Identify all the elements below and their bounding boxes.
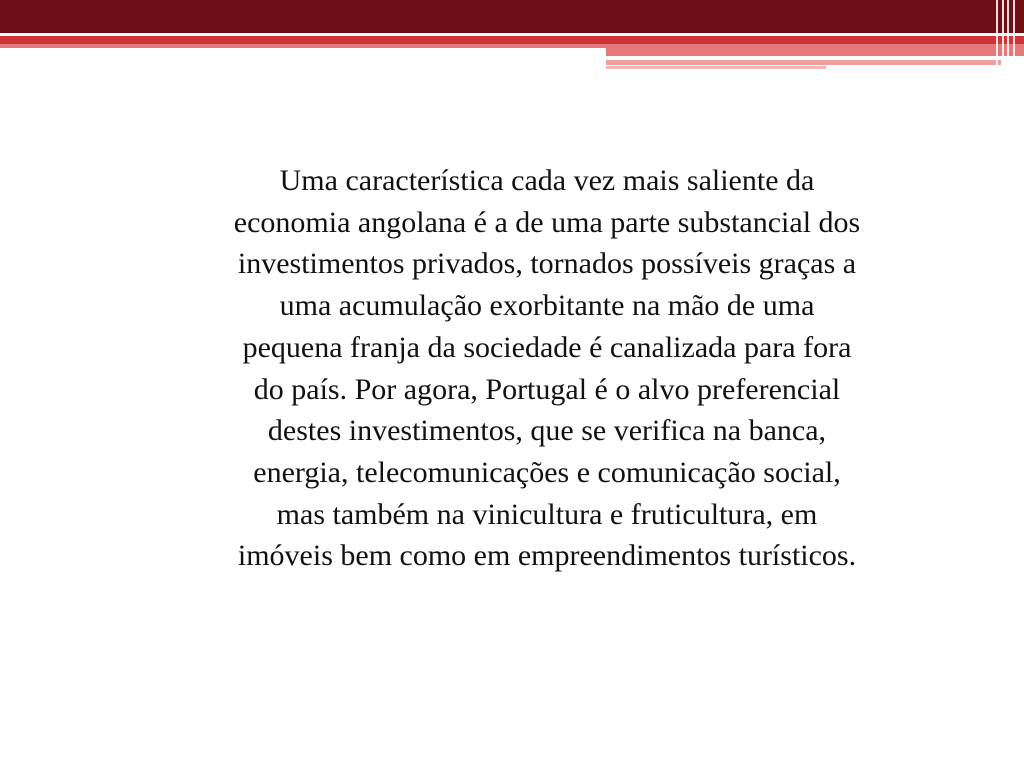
header-band-right-middle [606,60,1001,65]
header-band-right-lower [606,66,826,69]
vertical-line [1007,0,1009,72]
slide-body-text: Uma característica cada vez mais saliente da economia angolana é a de uma parte substancial dos investimentos privados, tornados possíveis graças a uma acumulação exorbitante na mão de uma pequena franja da sociedade é canalizada para fora do país. Por agora, Portugal é o alvo preferencial destes investimentos, que se verifica na banca, energia, telecomunicações e comunicação social, mas também na vinicultura e fruticultura, em imóveis bem como em empreendimentos turísticos. [233,164,861,573]
header-band-right-upper [606,48,1024,56]
header-band-red [0,36,1024,44]
vertical-line [996,0,998,72]
vertical-line [1002,0,1004,72]
header-band-dark [0,0,1024,33]
header-vertical-lines [994,0,1024,72]
vertical-line [1013,0,1015,72]
header-highlight-streak [820,56,950,58]
header-decoration [0,0,1024,80]
